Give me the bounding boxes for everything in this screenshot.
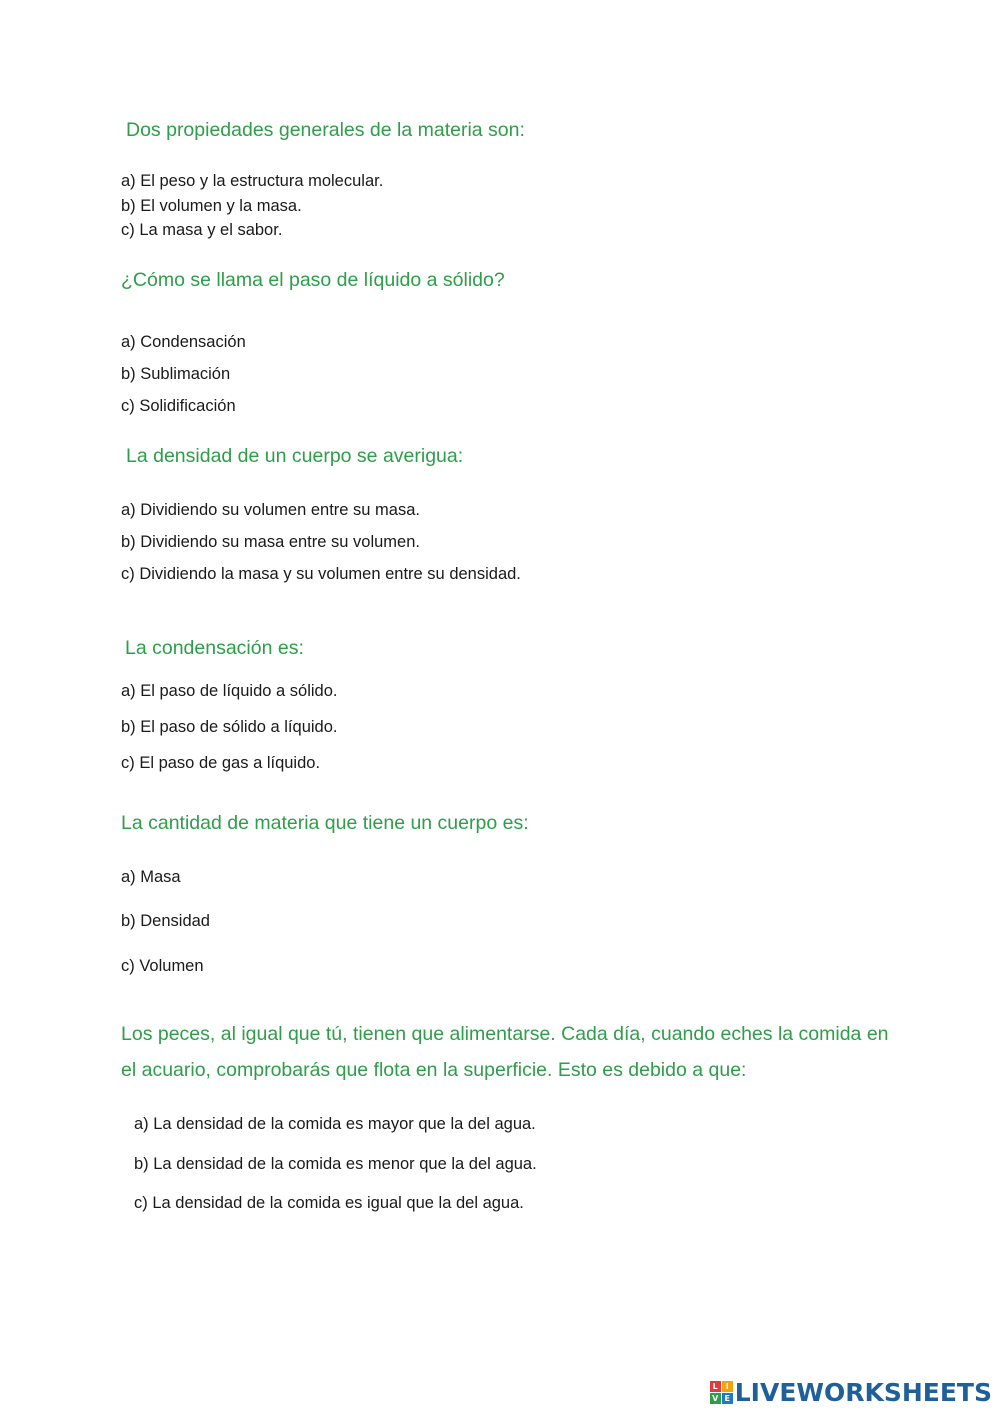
question-3-option-a[interactable]: a) Dividiendo su volumen entre su masa. [121,501,420,519]
logo-mark-v: V [710,1393,721,1404]
question-5-option-a[interactable]: a) Masa [121,868,181,886]
question-4-option-c[interactable]: c) El paso de gas a líquido. [121,754,321,772]
question-6-option-a[interactable]: a) La densidad de la comida es mayor que la del agua. [134,1115,536,1133]
question-1-option-b[interactable]: b) El volumen y la masa. [121,197,302,215]
question-3-option-c[interactable]: c) Dividiendo la masa y su volumen entre su densidad. [121,565,521,583]
question-4-option-b[interactable]: b) El paso de sólido a líquido. [121,718,338,736]
question-2-option-b[interactable]: b) Sublimación [121,365,231,383]
question-6-option-b[interactable]: b) La densidad de la comida es menor que la del agua. [134,1155,537,1173]
question-2-option-c[interactable]: c) Solidificación [121,397,236,415]
logo-text: LIVEWORKSHEETS [734,1377,992,1407]
question-5-option-b[interactable]: b) Densidad [121,912,210,930]
question-6-title: Los peces, al igual que tú, tienen que alimentarse. Cada día, cuando eches la comida en el acuario, comprobarás que flota en la superficie. Esto es debido a que: [121,1023,889,1081]
question-1-title: Dos propiedades generales de la materia son: [126,119,525,141]
question-5-option-c[interactable]: c) Volumen [121,957,204,975]
liveworksheets-logo [710,1375,992,1409]
logo-mark-l: L [710,1381,721,1392]
liveworksheets-logo-icon [710,1381,733,1404]
logo-mark-i: I [722,1381,733,1392]
question-5-title: La cantidad de materia que tiene un cuerpo es: [121,812,529,834]
question-3-option-b[interactable]: b) Dividiendo su masa entre su volumen. [121,533,420,551]
question-6-option-c[interactable]: c) La densidad de la comida es igual que la del agua. [134,1194,524,1212]
question-4-title: La condensación es: [125,637,304,659]
question-1-option-c[interactable]: c) La masa y el sabor. [121,221,283,239]
question-2-title: ¿Cómo se llama el paso de líquido a sólido? [121,269,505,291]
question-4-option-a[interactable]: a) El paso de líquido a sólido. [121,682,338,700]
logo-mark-e: E [722,1393,733,1404]
question-1-option-a[interactable]: a) El peso y la estructura molecular. [121,172,384,190]
question-2-option-a[interactable]: a) Condensación [121,333,246,351]
question-3-title: La densidad de un cuerpo se averigua: [126,445,464,467]
